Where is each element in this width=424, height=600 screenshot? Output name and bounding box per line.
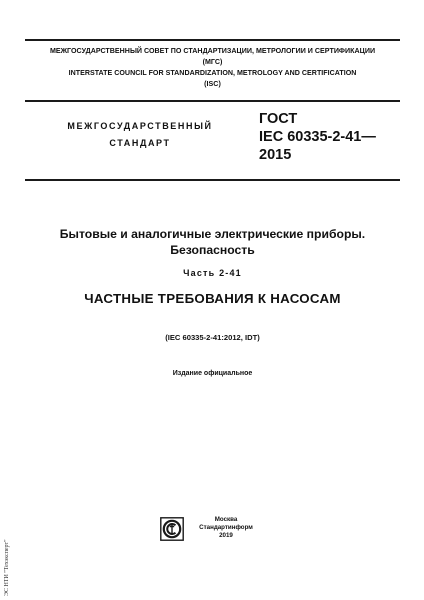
iec-reference: (IEC 60335-2-41:2012, IDT) [165,333,260,342]
top-rule [25,39,400,41]
publisher-block [192,516,260,540]
council-ru-name: МЕЖГОСУДАРСТВЕННЫЙ СОВЕТ ПО СТАНДАРТИЗАЦИИ, МЕТРОЛОГИИ И СЕРТИФИКАЦИИ [49,47,376,55]
document-subtitle: ЧАСТНЫЕ ТРЕБОВАНИЯ К НАСОСАМ [84,291,341,306]
gost-label: ГОСТ [259,111,298,127]
standard-type [55,118,225,152]
standard-type-line2: СТАНДАРТ [109,138,171,148]
council-en-name: INTERSTATE COUNCIL FOR STANDARDIZATION, METROLOGY AND CERTIFICATION [68,69,357,77]
council-en-block [25,68,400,90]
standard-designation [259,110,409,164]
standard-type-line1: МЕЖГОСУДАРСТВЕННЫЙ [67,121,213,131]
publication-year: 2019 [219,532,233,539]
document-title-line2: Безопасность [170,243,255,257]
edition-note: Издание официальное [172,370,253,377]
document-title-line1: Бытовые и аналогичные электрические приборы. [59,227,366,241]
standard-number-line2: 2015 [259,147,292,163]
title-rule [25,179,400,181]
publisher-city: Москва [214,516,238,523]
vertical-watermark-note: ЭС НТИ "Техэксперт" [4,539,10,596]
council-ru-abbr: (МГС) [202,58,223,66]
standard-number-line1: IEC 60335-2-41— [259,129,376,145]
council-ru-block [25,46,400,68]
document-title [25,226,400,258]
council-en-abbr: (ISC) [204,80,221,88]
header-rule [25,100,400,102]
standartinform-logo-icon [160,517,184,541]
part-number: Часть 2-41 [183,268,242,278]
publisher-name: Стандартинформ [199,524,253,531]
